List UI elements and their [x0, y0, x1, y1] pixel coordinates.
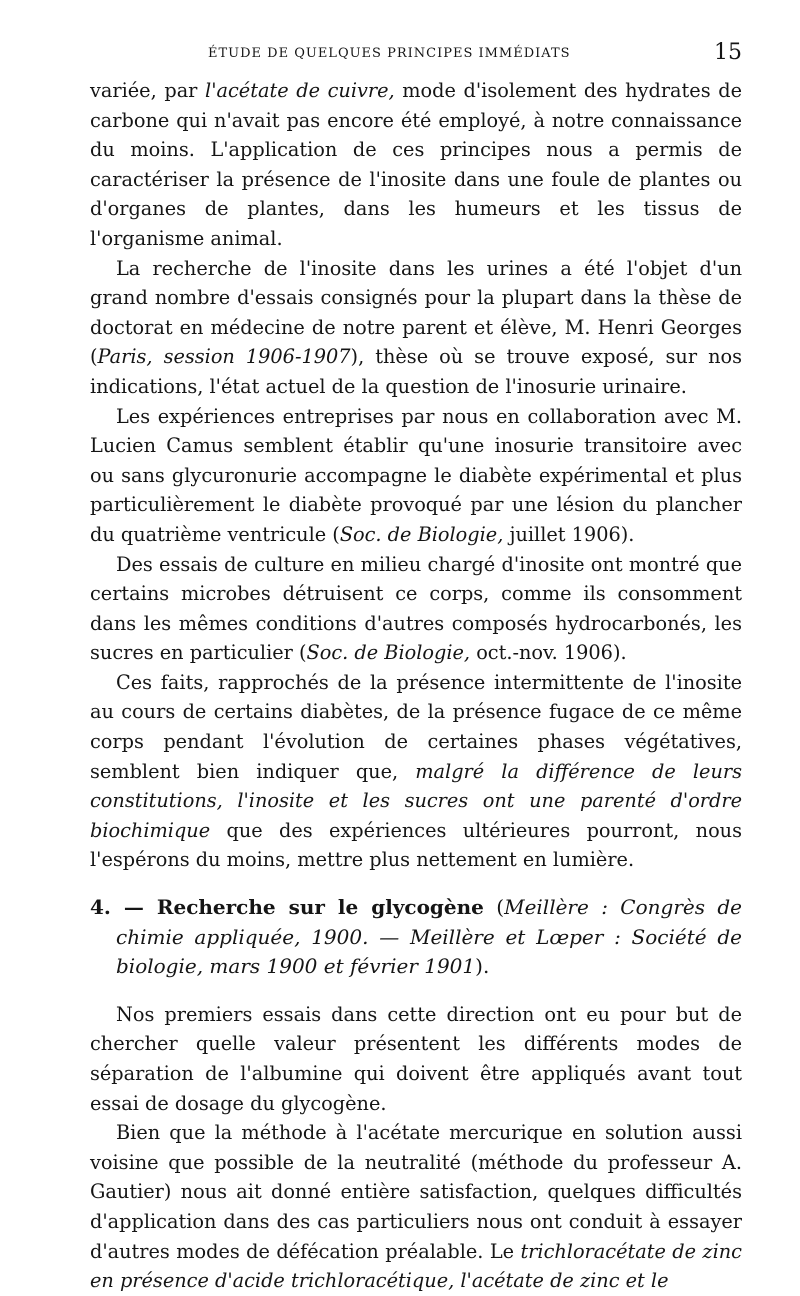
section-heading-glycogene: 4. — Recherche sur le glycogène (Meillère : Congrès de chimie appliquée, 1900. — Meillère et Lœper : Société de biologie, mars 1900 et février 1901).	[90, 895, 743, 979]
paragraph-acetate-cuivre: variée, par l'acétate de cuivre, mode d'isolement des hydrates de carbone qui n'avait pas encore été employé, à notre connaissance du moins. L'application de ces principes nous a permis de caractériser la présence de l'inosite dans une foule de plantes ou d'organes de plantes, dans les humeurs et les tissus de l'organisme animal.	[90, 79, 742, 250]
paragraph-inosite-urines: La recherche de l'inosite dans les urines a été l'objet d'un grand nombre d'essais consignés pour la plupart dans la thèse de doctorat en médecine de notre parent et élève, M. Henri Georges (Paris, session 1906-1907), thèse où se trouve exposé, sur nos indications, l'état actuel de la question de l'inosurie urinaire.	[90, 256, 743, 398]
running-title: ÉTUDE DE QUELQUES PRINCIPES IMMÉDIATS	[208, 46, 571, 61]
page-number: 15	[714, 40, 742, 65]
paragraph-acetate-mercurique: Bien que la méthode à l'acétate mercurique en solution aussi voisine que possible de la neutralité (méthode du professeur A. Gautier) nous ait donné entière satisfaction, quelques difficultés d'application dans des cas particuliers nous ont conduit à essayer d'autres modes de défécation préalable. Le trichloracétate de zinc en présence d'acide trichloracétique, l'acétate de zinc et le	[90, 1121, 742, 1293]
running-head	[90, 40, 742, 76]
paragraph-culture-microbes: Des essais de culture en milieu chargé d'inosite ont montré que certains microbes détruisent ce corps, comme ils consomment dans les mêmes conditions d'autres composés hydrocarbonés, les sucres en particulier (Soc. de Biologie, oct.-nov. 1906).	[90, 552, 742, 665]
paragraph-inosurie-diabete: Les expériences entreprises par nous en collaboration avec M. Lucien Camus semblent établir qu'une inosurie transitoire avec ou sans glycuronurie accompagne le diabète expérimental et plus particulièrement le diabète provoqué par une lésion du plancher du quatrième ventricule (Soc. de Biologie, juillet 1906).	[90, 404, 742, 546]
paragraph-parente-biochimique: Ces faits, rapprochés de la présence intermittente de l'inosite au cours de certains diabètes, de la présence fugace de ce même corps pendant l'évolution de certaines phases végétatives, semblent bien indiquer que, malgré la différence de leurs constitutions, l'inosite et les sucres ont une parenté d'ordre biochimique que des expériences ultérieures pourront, nous l'espérons du moins, mettre plus nettement en lumière.	[90, 670, 742, 872]
paragraph-premiers-essais: Nos premiers essais dans cette direction ont eu pour but de chercher quelle valeur présentent les différents modes de séparation de l'albumine qui doivent être appliqués avant tout essai de dosage du glycogène.	[90, 1002, 742, 1115]
